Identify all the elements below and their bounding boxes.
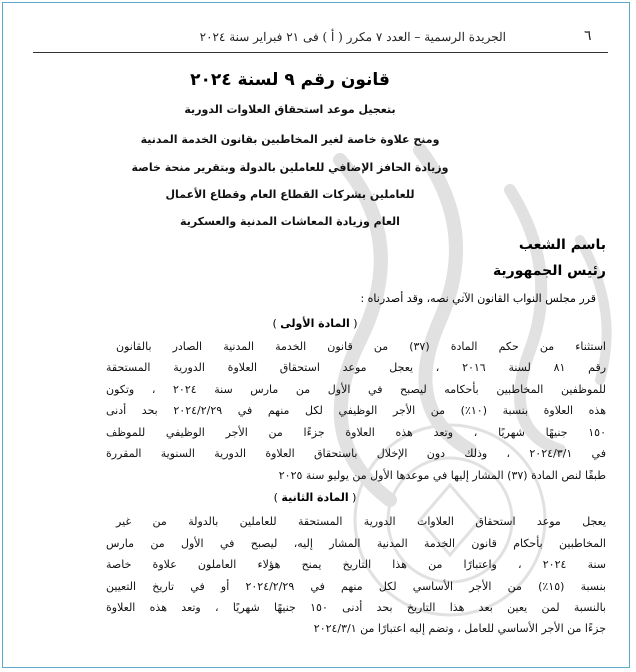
article-body-line: يعجل موعد استحقاق العلاوات الدورية المستحقة للعاملين بالدولة من غير bbox=[116, 515, 606, 528]
president-heading: رئيس الجمهورية bbox=[492, 263, 606, 279]
article-body-line: طبقًا لنص المادة (٣٧) المشار إليها في موعدها الأول من يوليو سنة ٢٠٢٥ bbox=[278, 469, 606, 482]
law-subtitle-line: بتعجيل موعد استحقاق العلاوات الدورية bbox=[184, 103, 396, 116]
article-body-line: في ٢٠٢٤/٣/١ ، وذلك دون الإخلال باستحقاق العلاوة الدورية السنوية المقررة bbox=[106, 447, 606, 460]
article-body-line: استثناء من حكم المادة (٣٧) من قانون الخدمة المدنية الصادر بالقانون bbox=[116, 340, 606, 353]
page-number: ٦ bbox=[584, 28, 592, 44]
law-subtitle-line: وزيادة الحافز الإضافي للعاملين بالدولة وبتقرير منحة خاصة bbox=[131, 161, 449, 174]
law-subtitle-line: العام وزيادة المعاشات المدنية والعسكرية bbox=[180, 215, 400, 228]
law-title: قانون رقم ٩ لسنة ٢٠٢٤ bbox=[190, 70, 390, 90]
header-rule bbox=[33, 52, 608, 53]
law-subtitle-line: للعاملين بشركات القطاع العام وقطاع الأعمال bbox=[165, 188, 415, 201]
article-heading-text: المادة الثانية bbox=[281, 491, 349, 504]
article-body-line: بالنسبة لمن يعين بعد هذا التاريخ بحد أدنى ١٥٠ جنيهًا شهريًا ، وتعد هذه العلاوة bbox=[106, 601, 606, 614]
article-heading-text: المادة الأولى bbox=[280, 317, 350, 330]
article-body-line: رقم ٨١ لسنة ٢٠١٦ ، يعجل موعد استحقاق العلاوة الدورية المستحقة bbox=[106, 361, 607, 374]
article-body-line: جزءًا من الأجر الأساسي للعامل ، وتضم إليه اعتبارًا من ٢٠٢٤/٣/١ bbox=[313, 622, 606, 635]
enactment-clause: قرر مجلس النواب القانون الآتي نصه، وقد أصدرناه : bbox=[360, 292, 596, 305]
article-heading: ( المادة الثانية ) bbox=[273, 491, 357, 504]
article-body-line: ١٥٠ جنيهًا شهريًا ، وتعد هذه العلاوة جزءًا من الأجر الوظيفي للموظف bbox=[106, 426, 606, 439]
article-body-line: هذه العلاوة بنسبة (١٠٪) من الأجر الوظيفي لكل منهم في ٢٠٢٤/٢/٢٩ بحد أدنى bbox=[106, 404, 606, 417]
article-body-line: المخاطبين بأحكام قانون الخدمة المدنية المشار إليه، ليصبح في الأول من مارس bbox=[106, 537, 606, 550]
article-body-line: للموظفين المخاطبين بأحكامه ليصبح في الأول من مارس سنة ٢٠٢٤ ، وتكون bbox=[106, 383, 606, 396]
running-header: الجريدة الرسمية – العدد ٧ مكرر ( أ ) فى ٢١ فبراير سنة ٢٠٢٤ bbox=[199, 30, 506, 44]
in-the-name-of-people: باسم الشعب bbox=[518, 237, 606, 253]
article-body-line: سنة ٢٠٢٤ ، واعتبارًا من هذا التاريخ يمنح هؤلاء العاملون علاوة خاصة bbox=[106, 558, 606, 571]
article-heading: ( المادة الأولى ) bbox=[272, 317, 358, 330]
law-subtitle-line: ومنح علاوة خاصة لغير المخاطبين بقانون الخدمة المدنية bbox=[140, 133, 440, 146]
article-body-line: بنسبة (١٥٪) من الأجر الأساسي لكل منهم في ٢٠٢٤/٢/٢٩ أو في تاريخ التعيين bbox=[106, 580, 606, 593]
